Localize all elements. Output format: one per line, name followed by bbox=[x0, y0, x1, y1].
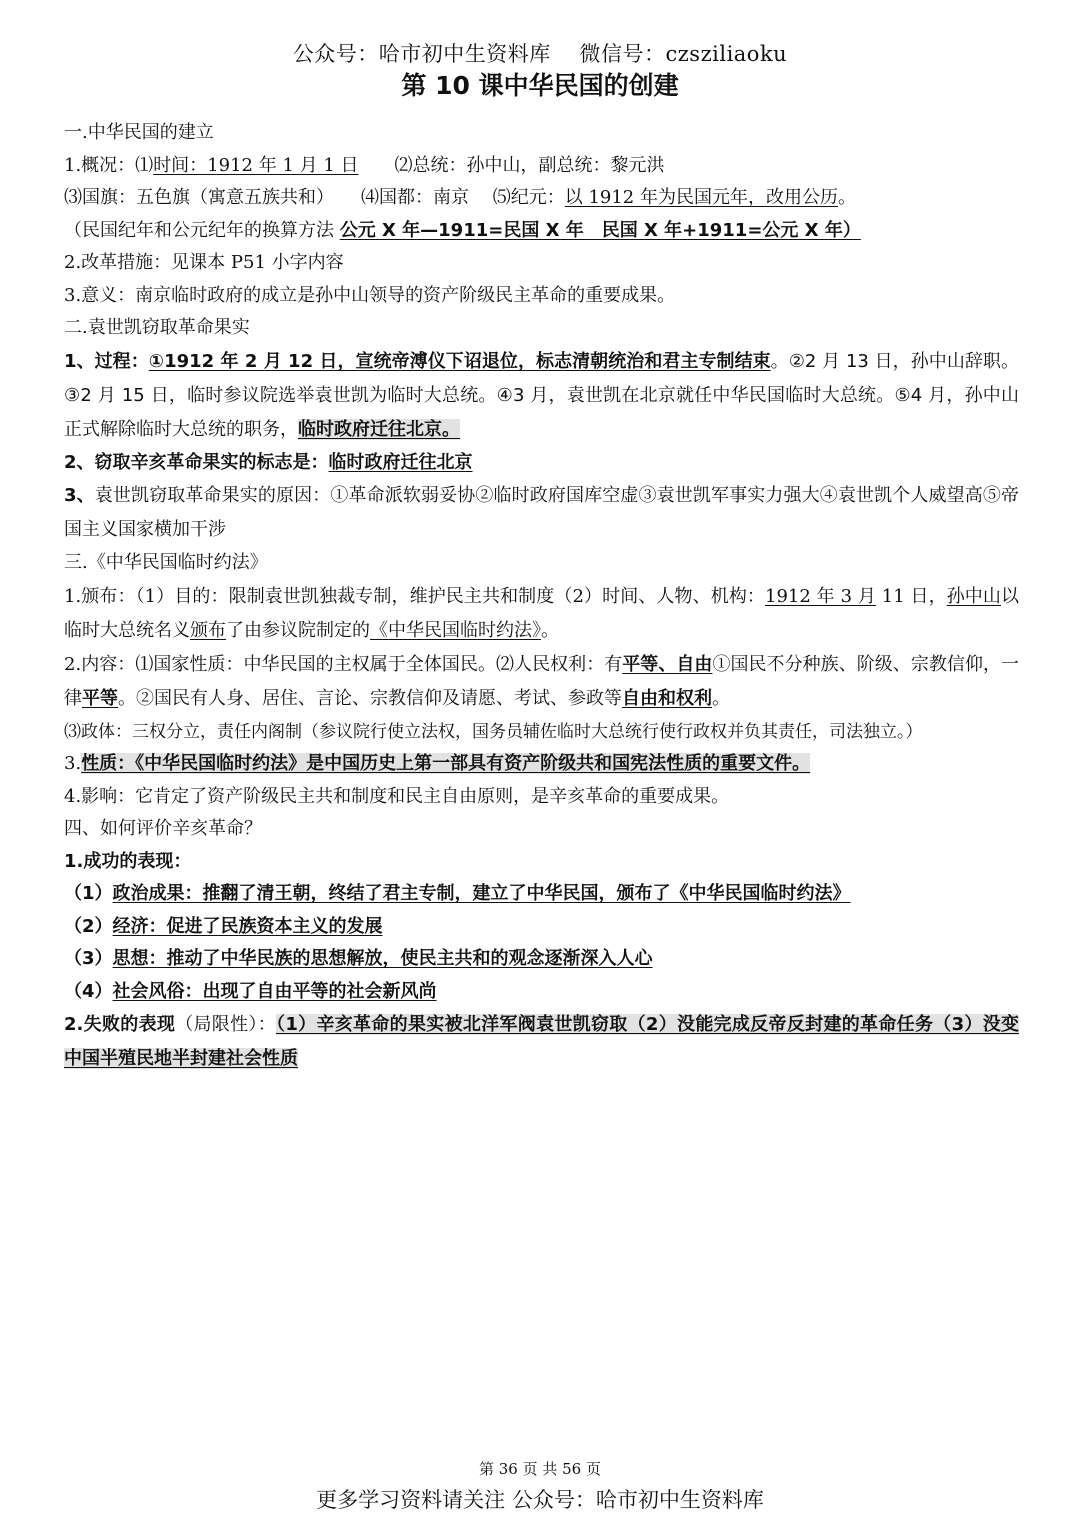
section-2-reasons: 3、袁世凯窃取革命果实的原因：①革命派软弱妥协②临时政府国库空虚③袁世凯军事实力强大④袁世凯个人威望高⑤帝国主义国家横加干涉 bbox=[64, 485, 1019, 540]
section-4-success-item: （4）社会风俗：出现了自由平等的社会新风尚 bbox=[64, 980, 437, 1002]
section-1-flag-capital: ⑶国旗：五色旗（寓意五族共和） ⑷国都：南京 ⑸纪元：以 1912 年为民国元年，改用公历。 bbox=[64, 187, 856, 208]
section-3-government: ⑶政体：三权分立，责任内阁制（参议院行使立法权，国务员辅佐临时大总统行使行政权并负其责任，司法独立。） bbox=[64, 721, 923, 742]
section-3-impact: 4.影响：它肯定了资产阶级民主共和制度和民主自由原则，是辛亥革命的重要成果。 bbox=[64, 785, 730, 807]
page-header: 公众号：哈市初中生资料库 微信号：czsziliaoku bbox=[292, 42, 788, 66]
section-1-heading: 一.中华民国的建立 bbox=[64, 122, 214, 143]
section-4-success-title: 1.成功的表现： bbox=[64, 850, 192, 872]
section-4-failure: 2.失败的表现（局限性）：（1）辛亥革命的果实被北洋军阀袁世凯窃取（2）没能完成反帝反封建的革命任务（3）没变中国半殖民地半封建社会性质 bbox=[64, 1014, 1019, 1069]
document-body bbox=[64, 117, 1019, 1076]
page-number: 第 36 页 共 56 页 bbox=[478, 1460, 601, 1478]
section-2-process: 1、过程：①1912 年 2 月 12 日，宣统帝溥仪下诏退位，标志清朝统治和君主专制结束。②2 月 13 日，孙中山辞职。③2 月 15 日，临时参议院选举袁世凯为临时大总统。④3 月，袁世凯在北京就任中华民国临时大总统。⑤4 月，孙中山正式解除临时大总统的职务，临时政府迁往北京。 bbox=[64, 350, 1019, 440]
section-4-success-item: （1）政治成果：推翻了清王朝，终结了君主专制，建立了中华民国，颁布了《中华民国临时约法》 bbox=[64, 883, 851, 904]
section-2-heading: 二.袁世凯窃取革命果实 bbox=[64, 317, 250, 338]
page-footer: 更多学习资料请关注 公众号：哈市初中生资料库 bbox=[316, 1488, 764, 1512]
section-1-significance: 3.意义：南京临时政府的成立是孙中山领导的资产阶级民主革命的重要成果。 bbox=[64, 284, 676, 306]
page-title: 第 10 课中华民国的创建 bbox=[401, 71, 679, 100]
section-1-conversion: （民国纪年和公元纪年的换算方法 公元 X 年—1911=民国 X 年 民国 X 年+1911=公元 X 年） bbox=[64, 219, 861, 241]
section-4-success-item: （2）经济：促进了民族资本主义的发展 bbox=[64, 915, 383, 937]
section-2-sign: 2、窃取辛亥革命果实的标志是：临时政府迁往北京 bbox=[64, 451, 473, 473]
section-3-content: 2.内容：⑴国家性质：中华民国的主权属于全体国民。⑵人民权利：有平等、自由①国民不分种族、阶级、宗教信仰，一律平等。②国民有人身、居住、言论、宗教信仰及请愿、考试、参政等自由和权利。 bbox=[64, 653, 1020, 709]
section-4-heading: 四、如何评价辛亥革命？ bbox=[64, 818, 262, 839]
section-3-heading: 三.《中华民国临时约法》 bbox=[64, 552, 268, 573]
section-3-nature: 3.性质：《中华民国临时约法》是中国历史上第一部具有资产阶级共和国宪法性质的重要文件。 bbox=[64, 753, 811, 774]
section-4-success-item: （3）思想：推动了中华民族的思想解放，使民主共和的观念逐渐深入人心 bbox=[64, 948, 653, 969]
section-1-overview: 1.概况：⑴时间：1912 年 1 月 1 日 ⑵总统：孙中山，副总统：黎元洪 bbox=[64, 154, 665, 176]
section-1-reforms: 2.改革措施：见课本 P51 小字内容 bbox=[64, 252, 344, 273]
section-3-promulgation: 1.颁布：（1）目的：限制袁世凯独裁专制，维护民主共和制度（2）时间、人物、机构：1912 年 3 月 11 日，孙中山以临时大总统名义颁布了由参议院制定的《中华民国临时约法》。 bbox=[64, 585, 1019, 641]
